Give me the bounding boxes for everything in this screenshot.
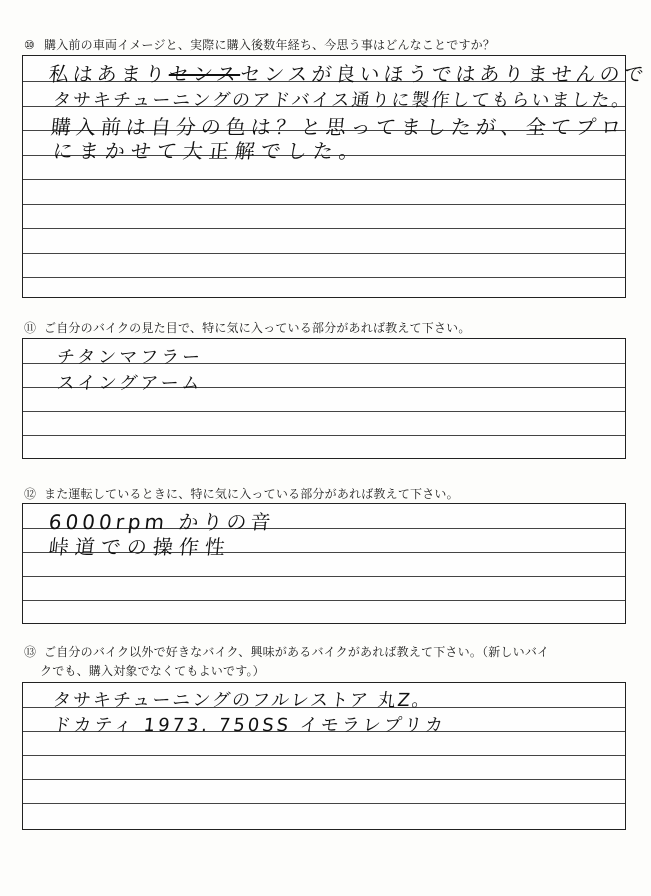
ruled-line xyxy=(23,576,625,577)
ruled-line xyxy=(23,779,625,780)
question-text-line2: クでも、購入対象でなくてもよいです。） xyxy=(40,664,265,678)
question-number: ⑩ xyxy=(24,38,35,52)
ruled-line xyxy=(23,803,625,804)
struck-text: センス xyxy=(167,62,242,86)
ruled-line xyxy=(23,253,625,254)
answer-box-12 xyxy=(22,503,626,624)
question-text: ご自分のバイクの見た目で、特に気に入っている部分があれば教えて下さい。 xyxy=(44,321,471,335)
question-13 xyxy=(24,643,624,661)
handwritten-answer-line: 購入前は自分の色は？と思ってましたが、全てプロ xyxy=(49,115,628,139)
ruled-line xyxy=(23,204,625,205)
question-text-line1: ご自分のバイク以外で好きなバイク、興味があるバイクがあれば教えて下さい。（新しいバイ xyxy=(44,645,550,659)
answer-box-13 xyxy=(22,682,626,830)
ruled-line xyxy=(23,755,625,756)
handwritten-answer-line: にまかせて大正解でした。 xyxy=(51,139,367,163)
handwritten-answer-line: タサキチューニングのフルレストア 丸Z。 xyxy=(51,690,433,711)
question-number: ⑬ xyxy=(24,645,37,659)
ruled-line xyxy=(23,600,625,601)
ruled-line xyxy=(23,277,625,278)
ruled-line xyxy=(23,228,625,229)
handwritten-answer-line: スイングアーム xyxy=(55,373,204,394)
question-number: ⑫ xyxy=(24,487,37,501)
handwritten-answer-line: 6000rpm かりの音 xyxy=(47,510,276,534)
question-10 xyxy=(24,36,624,54)
question-number: ⑪ xyxy=(24,321,37,335)
handwritten-answer-line: ドカティ 1973. 750SS イモラレプリカ xyxy=(51,715,447,736)
question-text: また運転しているときに、特に気に入っている部分があれば教えて下さい。 xyxy=(44,487,459,501)
question-11 xyxy=(24,319,624,337)
handwritten-answer-line: タサキチューニングのアドバイス通りに製作してもらいました。 xyxy=(51,90,633,111)
answer-box-11 xyxy=(22,338,626,459)
ruled-line xyxy=(23,411,625,412)
question-text: 購入前の車両イメージと、実際に購入後数年経ち、今思う事はどんなことですか？ xyxy=(44,38,496,52)
ruled-line xyxy=(23,179,625,180)
question-12 xyxy=(24,485,624,503)
handwritten-answer-line: 峠道での操作性 xyxy=(47,535,233,559)
question-13-continued xyxy=(40,662,640,680)
ruled-line xyxy=(23,435,625,436)
handwritten-answer-line: 私はあまりセンスセンスが良いほうではありませんので xyxy=(47,62,649,86)
answer-box-10 xyxy=(22,55,649,298)
handwritten-answer-line: チタンマフラー xyxy=(55,347,205,368)
